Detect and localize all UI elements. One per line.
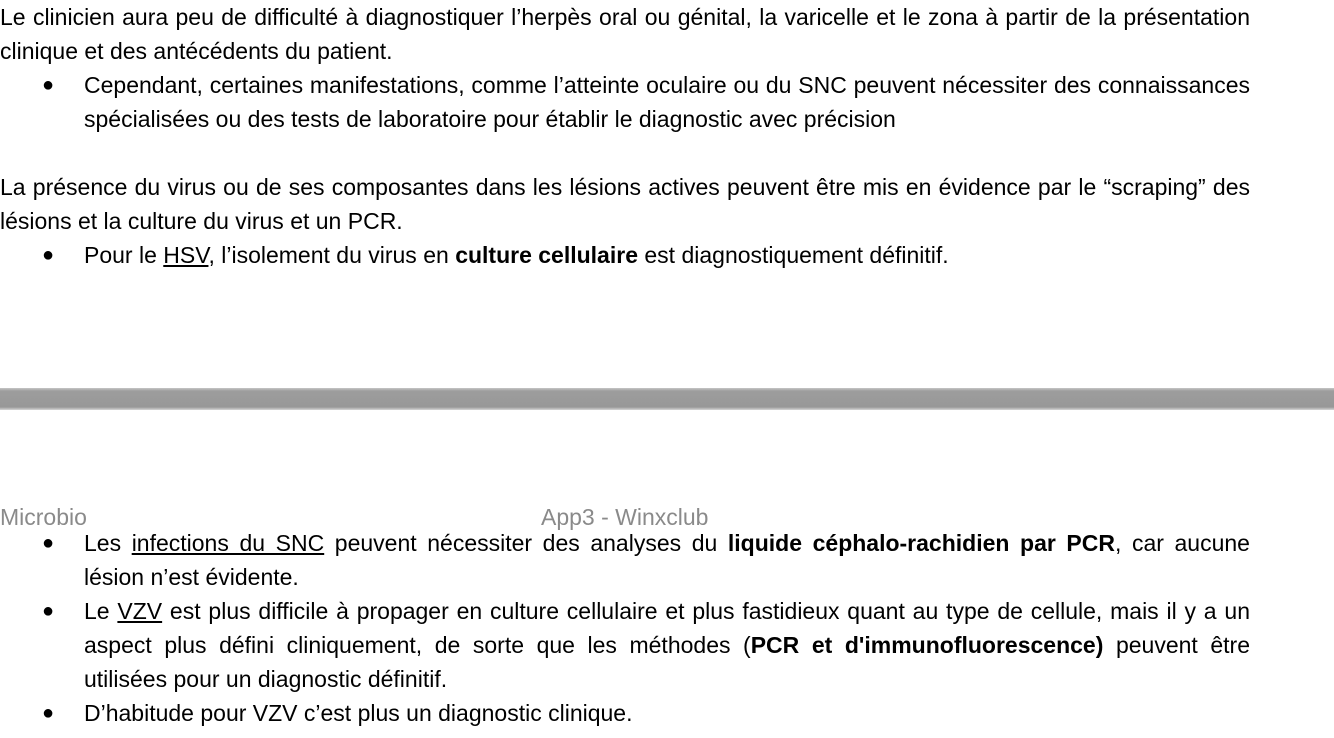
text-segment: Pour le <box>84 242 164 268</box>
page-1-content <box>0 0 1250 136</box>
text-segment: , l’isolement du virus en <box>208 242 456 268</box>
bullet-list-1 <box>0 68 1250 136</box>
page-separator <box>0 388 1334 410</box>
bullet-icon: ● <box>42 600 55 622</box>
text-segment: est diagnostiquement définitif. <box>638 242 949 268</box>
text-segment: est plus difficile à propager en culture cellulaire et plus fastidieux quant au type de cellule, mais il y a un aspect plus défini cliniquement, de sorte que les méthodes ( <box>84 598 1250 658</box>
bullet-text: Cependant, certaines manifestations, comme l’atteinte oculaire ou du SNC peuvent nécessiter des connaissances spécialisées ou des tests de laboratoire pour établir le diagnostic avec précision <box>84 72 1250 132</box>
bold-term: liquide céphalo-rachidien par PCR <box>727 530 1115 556</box>
page-2-content <box>0 526 1250 730</box>
text-segment: peuvent nécessiter des analyses du <box>324 530 728 556</box>
list-item <box>0 68 1250 136</box>
bullet-text: D’habitude pour VZV c’est plus un diagnostic clinique. <box>84 700 633 726</box>
bullet-list-3 <box>0 526 1250 730</box>
header-document-title: App3 - Winxclub <box>541 504 709 530</box>
document-page-2 <box>0 410 1334 738</box>
text-segment: , car aucune lésion n’est évidente. <box>84 530 1250 590</box>
header-course-name: Microbio <box>0 504 87 530</box>
underlined-term: HSV <box>163 242 209 268</box>
text-segment: peuvent être utilisées pour un diagnostic définitif. <box>84 632 1251 692</box>
bullet-icon: ● <box>42 244 55 266</box>
list-item <box>0 594 1250 696</box>
bullet-list-2 <box>0 238 1250 272</box>
bold-term: PCR et d'immunofluorescence) <box>750 632 1104 658</box>
text-segment: Le <box>84 598 118 624</box>
underlined-term: infections du SNC <box>131 530 325 556</box>
list-item <box>0 238 1250 272</box>
list-item <box>0 526 1250 594</box>
paragraph-clinical-diagnosis: Le clinicien aura peu de difficulté à diagnostiquer l’herpès oral ou génital, la varicelle et le zona à partir de la présentation clinique et des antécédents du patient. <box>0 4 1250 64</box>
bullet-icon: ● <box>42 702 55 724</box>
bold-term: culture cellulaire <box>455 242 638 268</box>
underlined-term: VZV <box>117 598 163 624</box>
bullet-icon: ● <box>42 532 55 554</box>
list-item <box>0 696 1250 730</box>
bullet-icon: ● <box>42 74 55 96</box>
paragraph-virus-detection: La présence du virus ou de ses composantes dans les lésions actives peuvent être mis en évidence par le “scraping” des lésions et la culture du virus et un PCR. <box>0 174 1250 234</box>
page-1-content-2 <box>0 170 1250 272</box>
text-segment: Les <box>84 530 132 556</box>
